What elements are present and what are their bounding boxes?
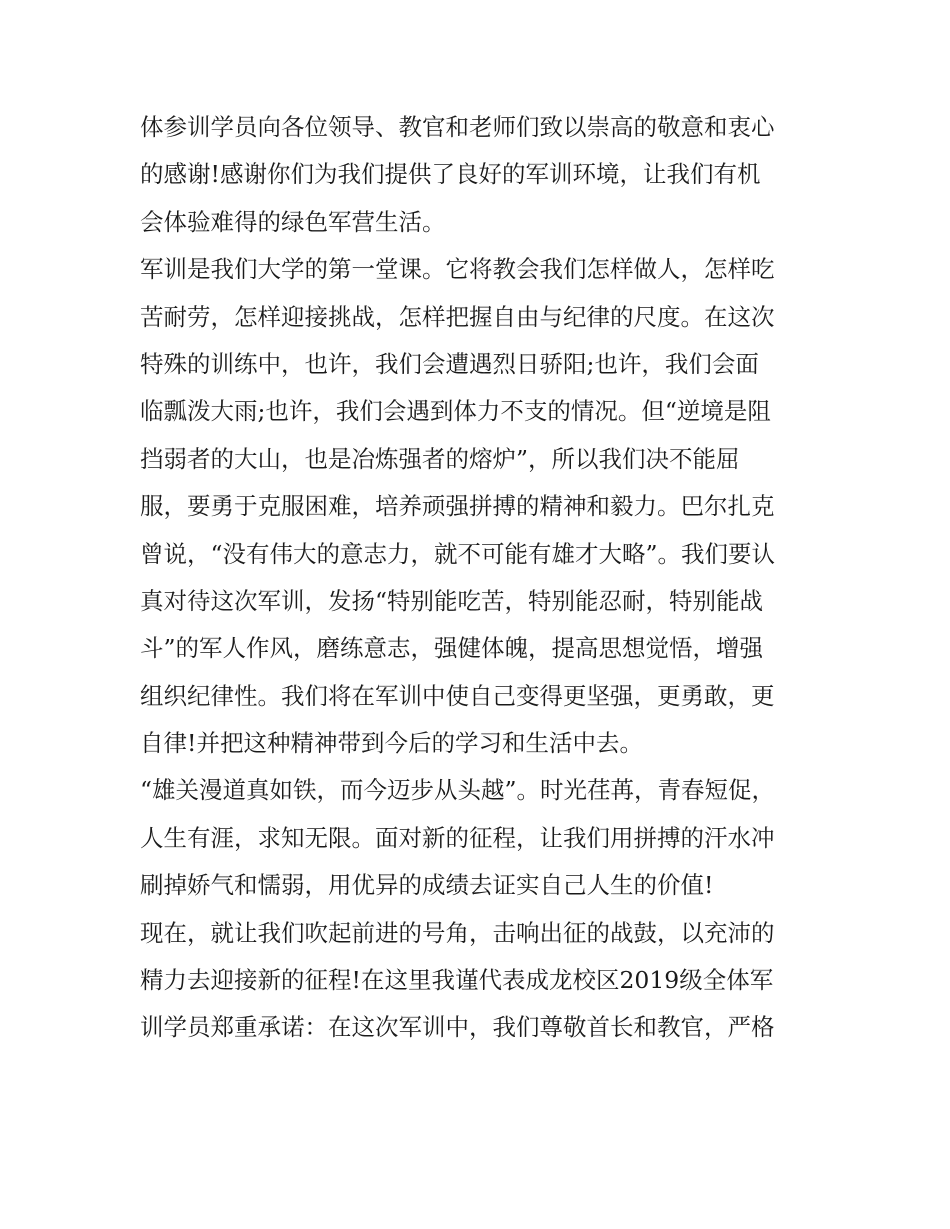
text-line: 会体验难得的绿色军营生活。 [140, 207, 446, 236]
text-line: 真对待这次军训，发扬“特别能吃苦，特别能忍耐，特别能战 [140, 586, 764, 615]
text-line: “雄关漫道真如铁，而今迈步从头越”。时光荏苒，青春短促， [140, 776, 776, 805]
text-line: 现在，就让我们吹起前进的号角，击响出征的战鼓，以充沛的 [140, 918, 775, 947]
text-line: 斗”的军人作风，磨练意志，强健体魄，提高思想觉悟，增强 [140, 634, 764, 663]
paragraph-pledge [140, 910, 820, 1052]
text-line: 特殊的训练中，也许，我们会遭遇烈日骄阳;也许，我们会面 [140, 349, 759, 378]
text-line: 挡弱者的大山，也是冶炼强者的熔炉”，所以我们决不能屈 [140, 444, 740, 473]
document-body [140, 104, 820, 1052]
text-line: 军训是我们大学的第一堂课。它将教会我们怎样做人，怎样吃 [140, 255, 775, 284]
text-line: 人生有涯，求知无限。面对新的征程，让我们用拼搏的汗水冲 [140, 823, 775, 852]
text-line: 训学员郑重承诺：在这次军训中，我们尊敬首长和教官，严格 [140, 1013, 775, 1042]
text-line: 临瓢泼大雨;也许，我们会遇到体力不支的情况。但“逆境是阻 [140, 397, 771, 426]
text-line: 精力去迎接新的征程!在这里我谨代表成龙校区2019级全体军 [140, 966, 774, 995]
text-line: 曾说，“没有伟大的意志力，就不可能有雄才大略”。我们要认 [140, 539, 776, 568]
text-line: 组织纪律性。我们将在军训中使自己变得更坚强，更勇敢，更 [140, 681, 775, 710]
paragraph-gratitude [140, 104, 820, 246]
paragraph-time-flies [140, 767, 820, 909]
text-line: 的感谢!感谢你们为我们提供了良好的军训环境，让我们有机 [140, 160, 761, 189]
text-line: 体参训学员向各位领导、教官和老师们致以崇高的敬意和衷心 [140, 113, 775, 141]
text-line: 服，要勇于克服困难，培养顽强拼搏的精神和毅力。巴尔扎克 [140, 492, 775, 521]
paragraph-military-training [140, 246, 820, 767]
text-line: 苦耐劳，怎样迎接挑战，怎样把握自由与纪律的尺度。在这次 [140, 302, 775, 331]
text-line: 自律!并把这种精神带到今后的学习和生活中去。 [140, 729, 643, 758]
text-line: 刷掉娇气和懦弱，用优异的成绩去证实自己人生的价值! [140, 871, 714, 900]
